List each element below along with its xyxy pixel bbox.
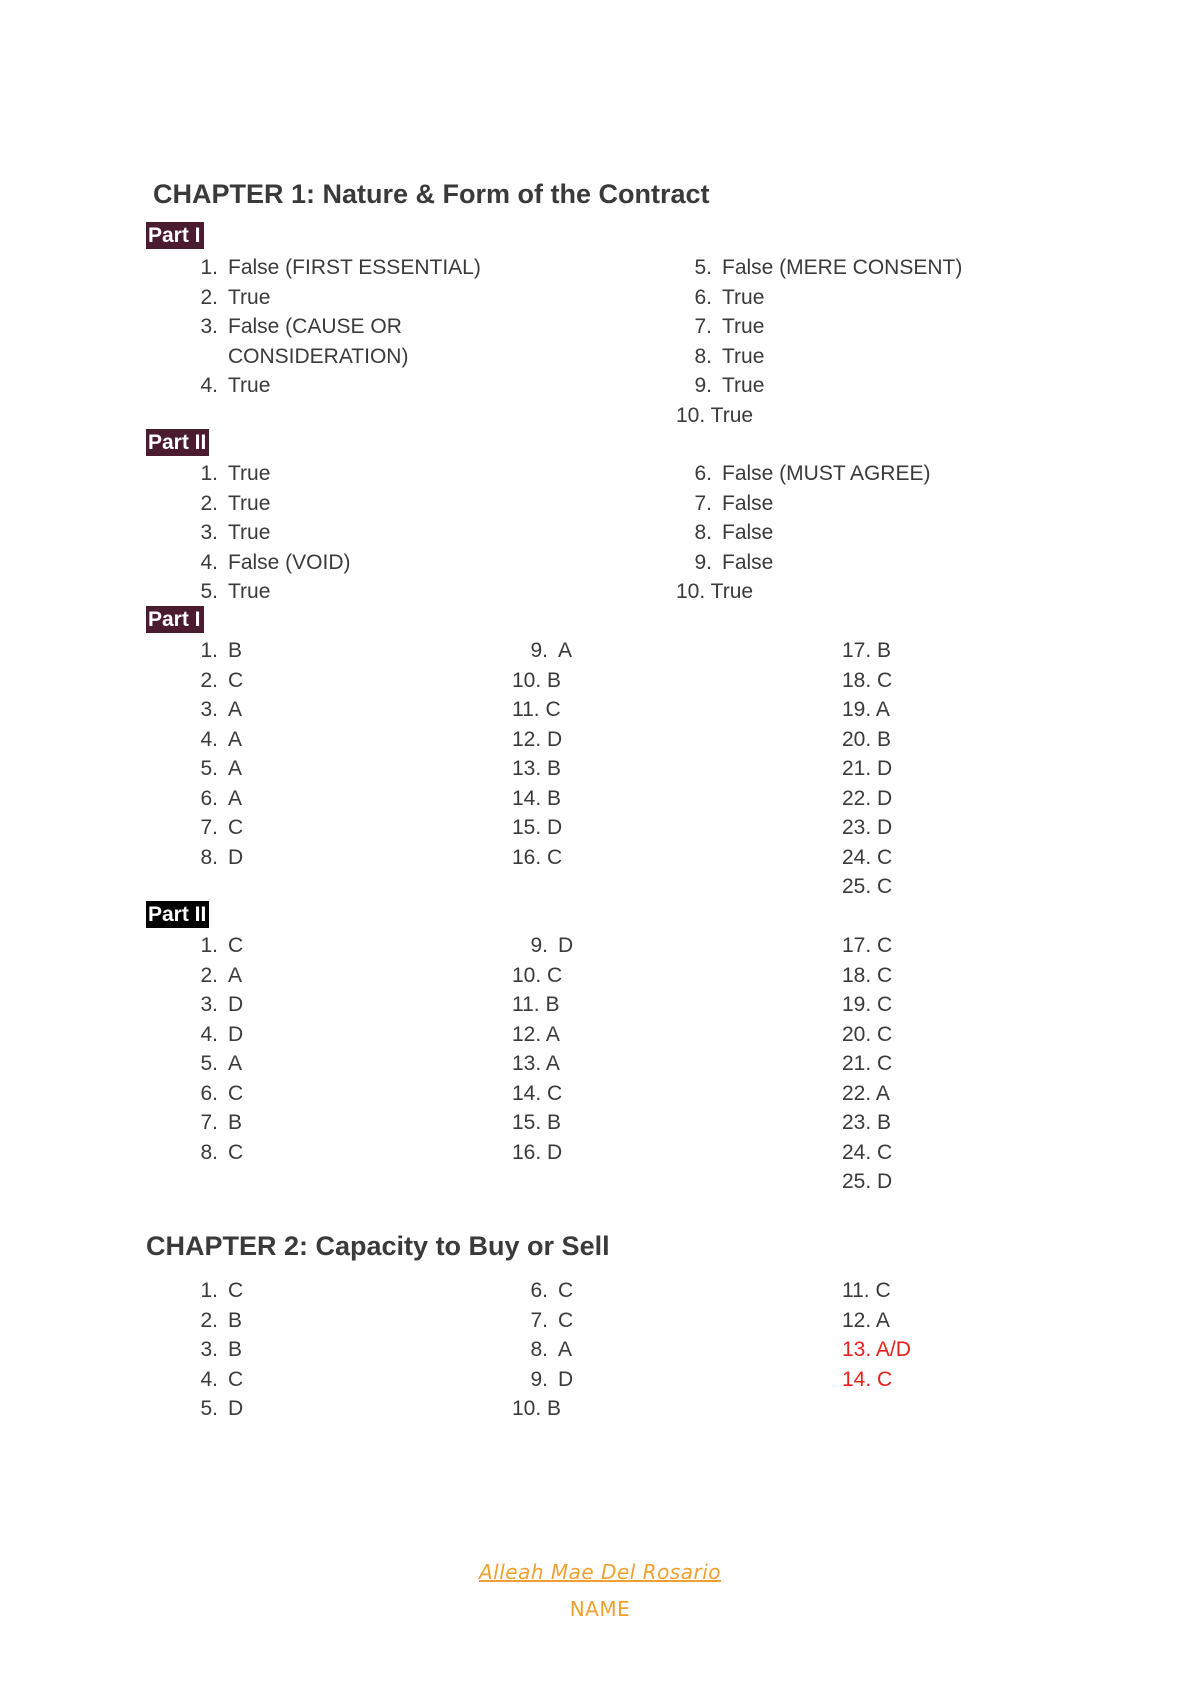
- answer-number: 4.: [200, 374, 218, 397]
- answer-number: 4.: [200, 727, 218, 751]
- answer-text: 25. D: [842, 1170, 893, 1193]
- answer-number: 8.: [694, 344, 712, 368]
- answer-text: C: [228, 1081, 244, 1105]
- answer-text: B: [228, 1338, 243, 1361]
- answer-number: 2.: [200, 285, 218, 309]
- answer-text: D: [558, 934, 574, 957]
- answer-text: True: [228, 374, 271, 397]
- answer-text: A: [228, 1052, 243, 1075]
- tf-part1-label: Part I: [146, 222, 204, 249]
- answer-text: 22. A: [842, 1081, 890, 1105]
- answer-text: A: [558, 639, 573, 662]
- answer-text: 23. B: [842, 1111, 892, 1134]
- answer-text: C: [558, 1308, 574, 1332]
- answer-text: C: [228, 668, 244, 692]
- answer-text: True: [228, 521, 271, 544]
- answer-text: 10. C: [512, 963, 563, 987]
- answer-text: 10. B: [512, 668, 562, 692]
- answer-text: False: [722, 550, 774, 574]
- answer-number: 2.: [200, 1308, 218, 1332]
- answer-text: D: [228, 1397, 244, 1420]
- answer-number: 3.: [200, 698, 218, 721]
- answer-text: 13. B: [512, 757, 562, 780]
- answer-number: 7.: [200, 816, 218, 839]
- answer-text: C: [228, 934, 244, 957]
- answer-text: 19. A: [842, 698, 890, 721]
- answer-text: 17. B: [842, 639, 892, 662]
- answer-text: 10. True: [676, 403, 754, 427]
- answer-number: 1.: [200, 639, 218, 662]
- answer-number: 4.: [200, 1367, 218, 1391]
- answer-text: A: [228, 698, 243, 721]
- answer-text: False (CAUSE OR CONSIDERATION): [228, 315, 409, 368]
- answer-text: 19. C: [842, 993, 893, 1016]
- answer-number: 7.: [694, 491, 712, 515]
- answer-number: 6.: [200, 1081, 218, 1105]
- answer-number: 3.: [200, 1338, 218, 1361]
- answer-number: 3.: [200, 521, 218, 544]
- answer-text: C: [558, 1279, 574, 1302]
- answer-number: 5.: [200, 1397, 218, 1420]
- student-name: Alleah Mae Del Rosario: [478, 1560, 721, 1584]
- answer-text: 16. D: [512, 1140, 563, 1164]
- answer-number: 6.: [694, 462, 712, 485]
- answer-number: 7.: [530, 1308, 548, 1332]
- answer-text: D: [558, 1367, 574, 1391]
- answer-number: 1.: [200, 256, 218, 279]
- mc-part1-label: Part I: [146, 606, 204, 633]
- answer-text: D: [228, 1022, 244, 1046]
- answer-number: 5.: [200, 580, 218, 603]
- answer-text: A: [558, 1338, 573, 1361]
- answer-text: 11. C: [842, 1279, 891, 1302]
- answer-text: 16. C: [512, 845, 563, 869]
- mc-part2-label: Part II: [146, 901, 209, 928]
- answer-number: 4.: [200, 1022, 218, 1046]
- answer-text: D: [228, 845, 244, 869]
- answer-text: 11. B: [512, 993, 560, 1016]
- answer-text: 14. C: [512, 1081, 563, 1105]
- answer-text: B: [228, 639, 243, 662]
- answer-number: 5.: [200, 1052, 218, 1075]
- answer-number: 8.: [694, 521, 712, 544]
- answer-text: C: [228, 1367, 244, 1391]
- answer-text: C: [228, 1140, 244, 1164]
- answer-text: B: [228, 1308, 243, 1332]
- answer-number: 9.: [530, 1367, 548, 1391]
- answer-text: 13. A/D: [842, 1338, 911, 1361]
- answer-number: 8.: [200, 845, 218, 869]
- answer-text: 18. C: [842, 668, 893, 692]
- answer-number: 8.: [530, 1338, 548, 1361]
- answer-number: 5.: [694, 256, 712, 279]
- answer-text: 25. C: [842, 875, 893, 898]
- answer-text: True: [228, 491, 271, 515]
- answer-text: C: [228, 1279, 244, 1302]
- answer-number: 7.: [694, 315, 712, 338]
- answer-text: 20. C: [842, 1022, 893, 1046]
- answer-text: 12. D: [512, 727, 563, 751]
- answer-text: B: [228, 1111, 243, 1134]
- answer-text: False: [722, 521, 774, 544]
- answer-number: 3.: [200, 315, 218, 338]
- answer-text: 20. B: [842, 727, 892, 751]
- tf-part2-label: Part II: [146, 429, 209, 456]
- answer-number: 6.: [530, 1279, 548, 1302]
- answer-text: 10. B: [512, 1397, 562, 1420]
- answer-text: A: [228, 727, 243, 751]
- answer-text: C: [228, 816, 244, 839]
- answer-number: 1.: [200, 462, 218, 485]
- answer-number: 1.: [200, 934, 218, 957]
- chapter1-title: CHAPTER 1: Nature & Form of the Contract: [153, 179, 710, 209]
- answer-text: 14. B: [512, 786, 562, 810]
- answer-text: 21. D: [842, 757, 893, 780]
- answer-text: False: [722, 491, 774, 515]
- answer-text: True: [228, 285, 271, 309]
- answer-text: 24. C: [842, 1140, 893, 1164]
- answer-text: 11. C: [512, 698, 561, 721]
- answer-number: 8.: [200, 1140, 218, 1164]
- answer-text: 24. C: [842, 845, 893, 869]
- answer-text: A: [228, 757, 243, 780]
- answer-number: 7.: [200, 1111, 218, 1134]
- answer-number: 5.: [200, 757, 218, 780]
- answer-number: 9.: [530, 934, 548, 957]
- answer-number: 3.: [200, 993, 218, 1016]
- answer-text: False (MERE CONSENT): [722, 256, 963, 279]
- answer-text: D: [228, 993, 244, 1016]
- answer-text: True: [228, 462, 271, 485]
- answer-text: 14. C: [842, 1367, 893, 1391]
- answer-number: 9.: [694, 374, 712, 397]
- answer-text: 15. B: [512, 1111, 562, 1134]
- answer-number: 2.: [200, 668, 218, 692]
- answer-text: 17. C: [842, 934, 893, 957]
- answer-text: False (MUST AGREE): [722, 462, 931, 485]
- answer-number: 4.: [200, 550, 218, 574]
- answer-text: 10. True: [676, 580, 754, 603]
- answer-number: 2.: [200, 963, 218, 987]
- answer-text: False (FIRST ESSENTIAL): [228, 256, 481, 279]
- answer-text: A: [228, 786, 243, 810]
- answer-number: 6.: [200, 786, 218, 810]
- answer-number: 2.: [200, 491, 218, 515]
- answer-text: 22. D: [842, 786, 893, 810]
- answer-text: 21. C: [842, 1052, 893, 1075]
- answer-text: False (VOID): [228, 550, 351, 574]
- answer-text: A: [228, 963, 243, 987]
- answer-text: True: [722, 315, 765, 338]
- answer-text: 13. A: [512, 1052, 560, 1075]
- answer-number: 1.: [200, 1279, 218, 1302]
- answer-number: 9.: [530, 639, 548, 662]
- answer-number: 9.: [694, 550, 712, 574]
- answer-text: True: [722, 374, 765, 397]
- answer-text: True: [722, 344, 765, 368]
- answer-text: True: [228, 580, 271, 603]
- answer-text: True: [722, 285, 765, 309]
- answer-text: 12. A: [842, 1308, 890, 1332]
- answer-text: 23. D: [842, 816, 893, 839]
- name-caption: NAME: [569, 1597, 631, 1621]
- answer-text: 12. A: [512, 1022, 560, 1046]
- chapter2-title: CHAPTER 2: Capacity to Buy or Sell: [146, 1231, 610, 1261]
- answer-text: 18. C: [842, 963, 893, 987]
- answer-number: 6.: [694, 285, 712, 309]
- answer-text: 15. D: [512, 816, 563, 839]
